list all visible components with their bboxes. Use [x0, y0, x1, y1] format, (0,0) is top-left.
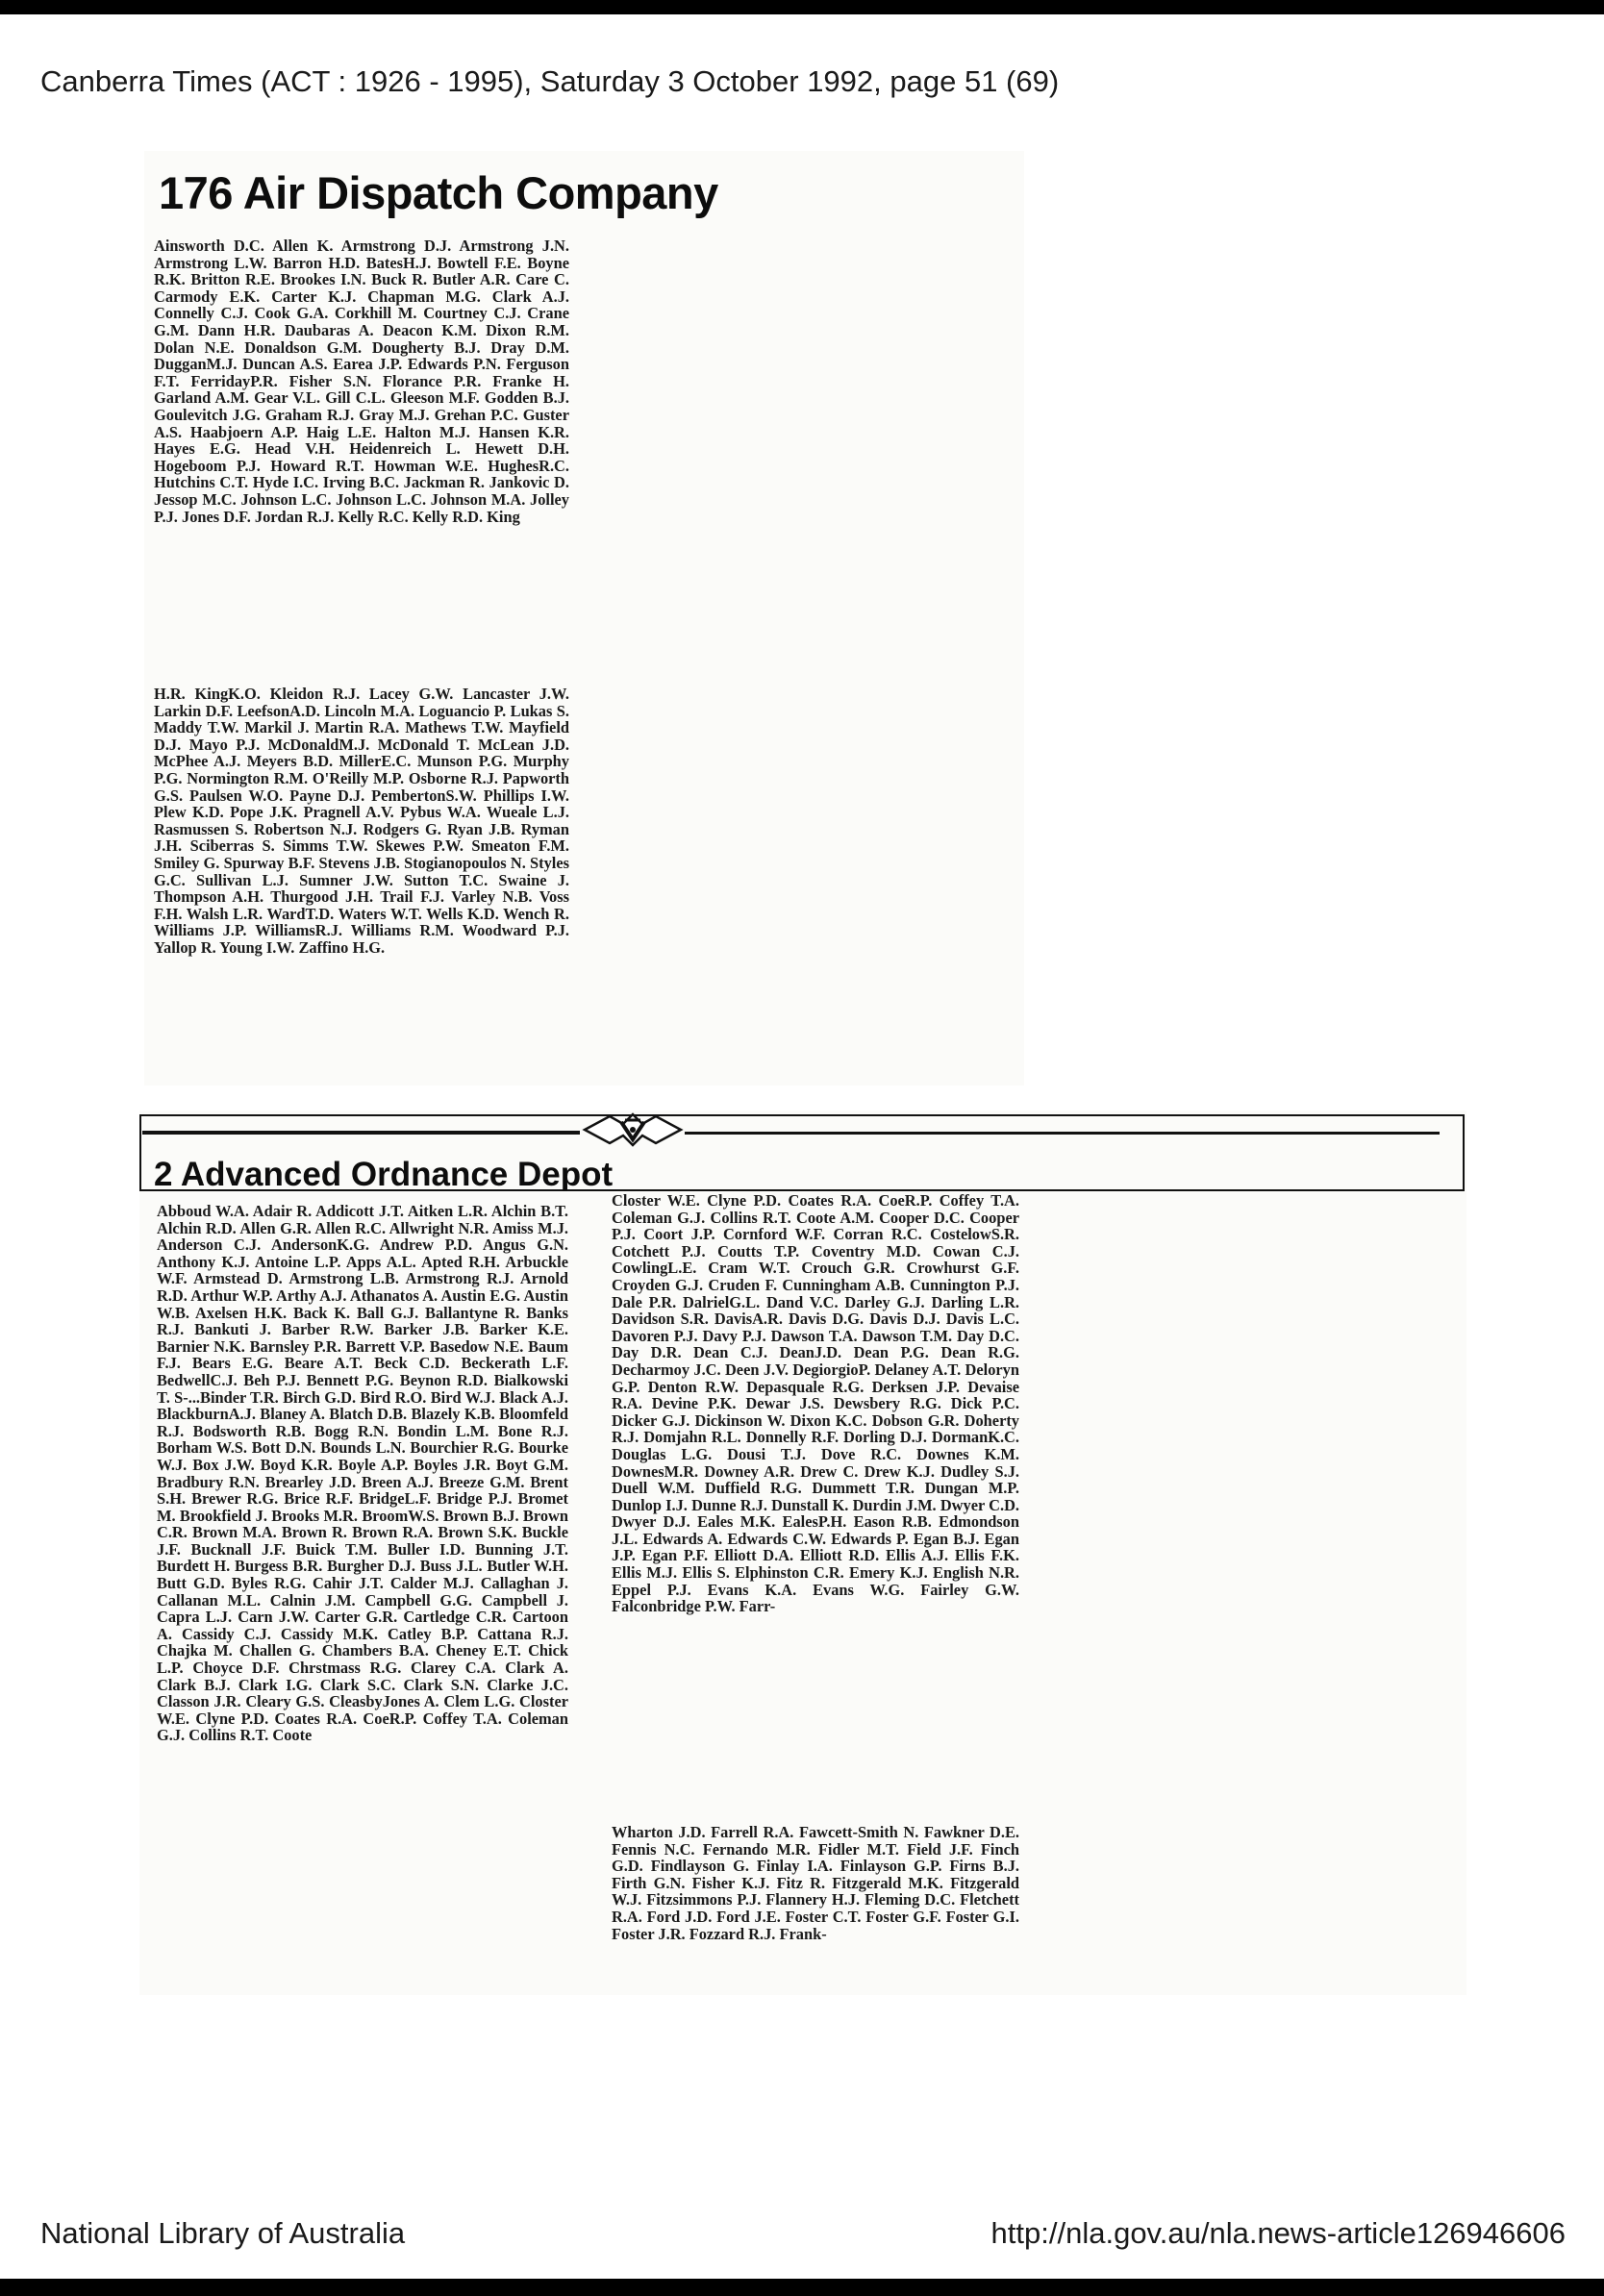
- section-title-air-dispatch: 176 Air Dispatch Company: [159, 167, 718, 218]
- divider-rule-right: [685, 1132, 1440, 1135]
- page: [0, 14, 1604, 2279]
- section-title-ordnance-depot: 2 Advanced Ordnance Depot: [154, 1156, 614, 1191]
- divider-rule-left: [142, 1131, 580, 1135]
- names-block-ordnance-depot-1: Abboud W.A. Adair R. Addicott J.T. Aitken L.R. Alchin B.T. Alchin R.D. Allen G.R. Allen R.C. Allwright N.R. Amiss M.J. Anderson C.J. AndersonK.G. Andrew P.D. Angus G.N. Anthony K.J. Antoine L.P. Apps A.L. Apted R.H. Arbuckle W.F. Armstead D. Armstrong L.B. Armstrong R.J. Arnold R.D. Arthur W.P. Arthy A.J. Athanatos A. Austin E.G. Austin W.B. Axelsen H.K. Back K. Ball G.J. Ballantyne R. Banks R.J. Bankuti J. Barber R.W. Barker J.B. Barker K.E. Barnier N.K. Barnsley P.R. Barrett V.P. Basedow N.E. Baum F.J. Bears E.G. Beare A.T. Beck C.D. Beckerath L.F. BedwellC.J. Beh P.J. Bennett P.G. Beynon R.D. Bialkowski T. S-...Binder T.R. Birch G.D. Bird R.O. Bird W.J. Black A.J. BlackburnA.J. Blaney A. Blatch D.B. Blazely K.B. Bloomfeld R.J. Bodsworth R.B. Bogg R.N. Bondin L.M. Bone R.J. Borham W.S. Bott D.N. Bounds L.N. Bourchier R.G. Bourke W.J. Box J.W. Boyd K.R. Boyle A.P. Boyles J.R. Boyt G.M. Bradbury R.N. Brearley J.D. Breen A.J. Breeze G.M. Brent S.H. Brewer R.G. Brice R.F. BridgeL.F. Bridge P.J. Bromet M. Brookfield J. Brooks M.R. BroomW.S. Brown B.J. Brown C.R. Brown M.A. Brown R. Brown R.A. Brown S.K. Buckle J.F. Bucknall J.F. Buick T.M. Buller I.D. Bunning J.T. Burdett H. Burgess B.R. Burgher D.J. Buss J.L. Butler W.H. Butt G.D. Byles R.G. Cahir J.T. Calder M.J. Callaghan J. Callanan M.L. Calnin J.M. Campbell G.G. Campbell J. Capra L.J. Carn J.W. Carter G.R. Cartledge C.R. Cartoon A. Cassidy C.J. Cassidy M.K. Catley B.P. Cattana R.J. Chajka M. Challen G. Chambers B.A. Cheney E.T. Chick L.P. Choyce D.F. Chrstmass R.G. Clarey C.A. Clark A. Clark B.J. Clark I.G. Clark S.C. Clark S.N. Clarke J.C. Classon J.R. Cleary G.S. CleasbyJones A. Clem L.G. Closter W.E. Clyne P.D. Coates R.A. CoeR.P. Coffey T.A. Coleman G.J. Collins R.T. Coote: [157, 1203, 568, 1745]
- names-block-air-dispatch-1: Ainsworth D.C. Allen K. Armstrong D.J. Armstrong J.N. Armstrong L.W. Barron H.D. BatesH.J. Bowtell F.E. Boyne R.K. Britton R.E. Brookes I.N. Buck R. Butler A.R. Care C. Carmody E.K. Carter K.J. Chapman M.G. Clark A.J. Connelly C.J. Cook G.A. Corkhill M. Courtney C.J. Crane G.M. Dann H.R. Daubaras A. Deacon K.M. Dixon R.M. Dolan N.E. Donaldson G.M. Dougherty B.J. Dray D.M. DugganM.J. Duncan A.S. Earea J.P. Edwards P.N. Ferguson F.T. FerridayP.R. Fisher S.N. Florance P.R. Franke H. Garland A.M. Gear V.L. Gill C.L. Gleeson M.F. Godden B.J. Goulevitch J.G. Graham R.J. Gray M.J. Grehan P.C. Guster A.S. Haabjoern A.P. Haig L.E. Halton M.J. Hansen K.R. Hayes E.G. Head V.H. Heidenreich L. Hewett D.H. Hogeboom P.J. Howard R.T. Howman W.E. HughesR.C. Hutchins C.T. Hyde I.C. Irving B.C. Jackman R. Jankovic D. Jessop M.C. Johnson L.C. Johnson L.C. Johnson M.A. Jolley P.J. Jones D.F. Jordan R.J. Kelly R.C. Kelly R.D. King: [154, 237, 569, 526]
- army-emblem-icon: [581, 1111, 685, 1149]
- names-block-ordnance-depot-3: Wharton J.D. Farrell R.A. Fawcett-Smith N. Fawkner D.E. Fennis N.C. Fernando M.R. Fidler M.T. Field J.F. Finch G.D. Findlayson G. Finlay I.A. Finlayson G.P. Firns B.J. Firth G.N. Fisher K.J. Fitz R. Fitzgerald M.K. Fitzgerald W.J. Fitzsimmons P.J. Flannery H.J. Fleming D.C. Fletchett R.A. Ford J.D. Ford J.E. Foster C.T. Foster G.F. Foster G.I. Foster J.R. Fozzard R.J. Frank-: [612, 1824, 1019, 1943]
- library-name: National Library of Australia: [40, 2216, 406, 2250]
- article-url-link[interactable]: http://nla.gov.au/nla.news-article126946606: [990, 2216, 1566, 2250]
- names-block-ordnance-depot-2: Closter W.E. Clyne P.D. Coates R.A. CoeR.P. Coffey T.A. Coleman G.J. Collins R.T. Coote A.M. Cooper D.C. Cooper P.J. Coort J.P. Cornford W.F. Corran R.C. CostelowS.R. Cotchett P.J. Coutts T.P. Coventry M.D. Cowan C.J. CowlingL.E. Cram W.T. Crouch G.R. Crowhurst G.F. Croyden G.J. Cruden F. Cunningham A.B. Cunnington P.J. Dale P.R. DalrielG.L. Dand V.C. Darley G.J. Darling L.R. Davidson S.R. DavisA.R. Davis D.G. Davis D.J. Davis L.C. Davoren P.J. Davy P.J. Dawson T.A. Dawson T.M. Day D.C. Day D.R. Dean C.J. DeanJ.D. Dean P.G. Dean R.G. Decharmoy J.C. Deen J.V. DegiorgioP. Delaney A.T. Deloryn G.P. Denton R.W. Depasquale R.G. Derksen J.P. Devaise R.A. Devine P.K. Dewar J.S. Dewsbery R.G. Dick P.C. Dicker G.J. Dickinson W. Dixon K.C. Dobson G.R. Doherty R.J. Domjahn R.L. Donnelly R.F. Dorling D.J. DormanK.C. Douglas L.G. Dousi T.J. Dove R.C. Downes K.M. DownesM.R. Downey A.R. Drew C. Drew K.J. Dudley S.J. Duell W.M. Duffield R.G. Dummett T.R. Dungan M.P. Dunlop I.J. Dunne R.J. Dunstall K. Durdin J.M. Dwyer C.D. Dwyer D.J. Eales M.K. EalesP.H. Eason R.B. Edmondson J.L. Edwards A. Edwards C.W. Edwards P. Egan B.J. Egan J.P. Egan P.F. Elliott D.A. Elliott R.D. Ellis A.J. Ellis F.K. Ellis M.J. Ellis S. Elphinston C.R. Emery K.J. English N.R. Eppel P.J. Evans K.A. Evans W.G. Fairley G.W. Falconbridge P.W. Farr-: [612, 1192, 1019, 1616]
- citation-header: Canberra Times (ACT : 1926 - 1995), Saturday 3 October 1992, page 51 (69): [40, 64, 1060, 98]
- names-block-air-dispatch-2: H.R. KingK.O. Kleidon R.J. Lacey G.W. Lancaster J.W. Larkin D.F. LeefsonA.D. Lincoln M.A. Loguancio P. Lukas S. Maddy T.W. Markil J. Martin R.A. Mathews T.W. Mayfield D.J. Mayo P.J. McDonaldM.J. McDonald T. McLean J.D. McPhee A.J. Meyers B.D. MillerE.C. Munson P.G. Murphy P.G. Normington R.M. O'Reilly M.P. Osborne R.J. Papworth G.S. Paulsen W.O. Payne D.J. PembertonS.W. Phillips I.W. Plew K.D. Pope J.K. Pragnell A.V. Pybus W.A. Wueale L.J. Rasmussen S. Robertson N.J. Rodgers G. Ryan J.B. Ryman J.H. Sciberras S. Simms T.W. Skewes P.W. Smeaton F.M. Smiley G. Spurway B.F. Stevens J.B. Stogianopoulos N. Styles G.C. Sullivan L.J. Sumner J.W. Sutton T.C. Swaine J. Thompson A.H. Thurgood J.H. Trail F.J. Varley N.B. Voss F.H. Walsh L.R. WardT.D. Waters W.T. Wells K.D. Wench R. Williams J.P. WilliamsR.J. Williams R.M. Woodward P.J. Yallop R. Young I.W. Zaffino H.G.: [154, 686, 569, 957]
